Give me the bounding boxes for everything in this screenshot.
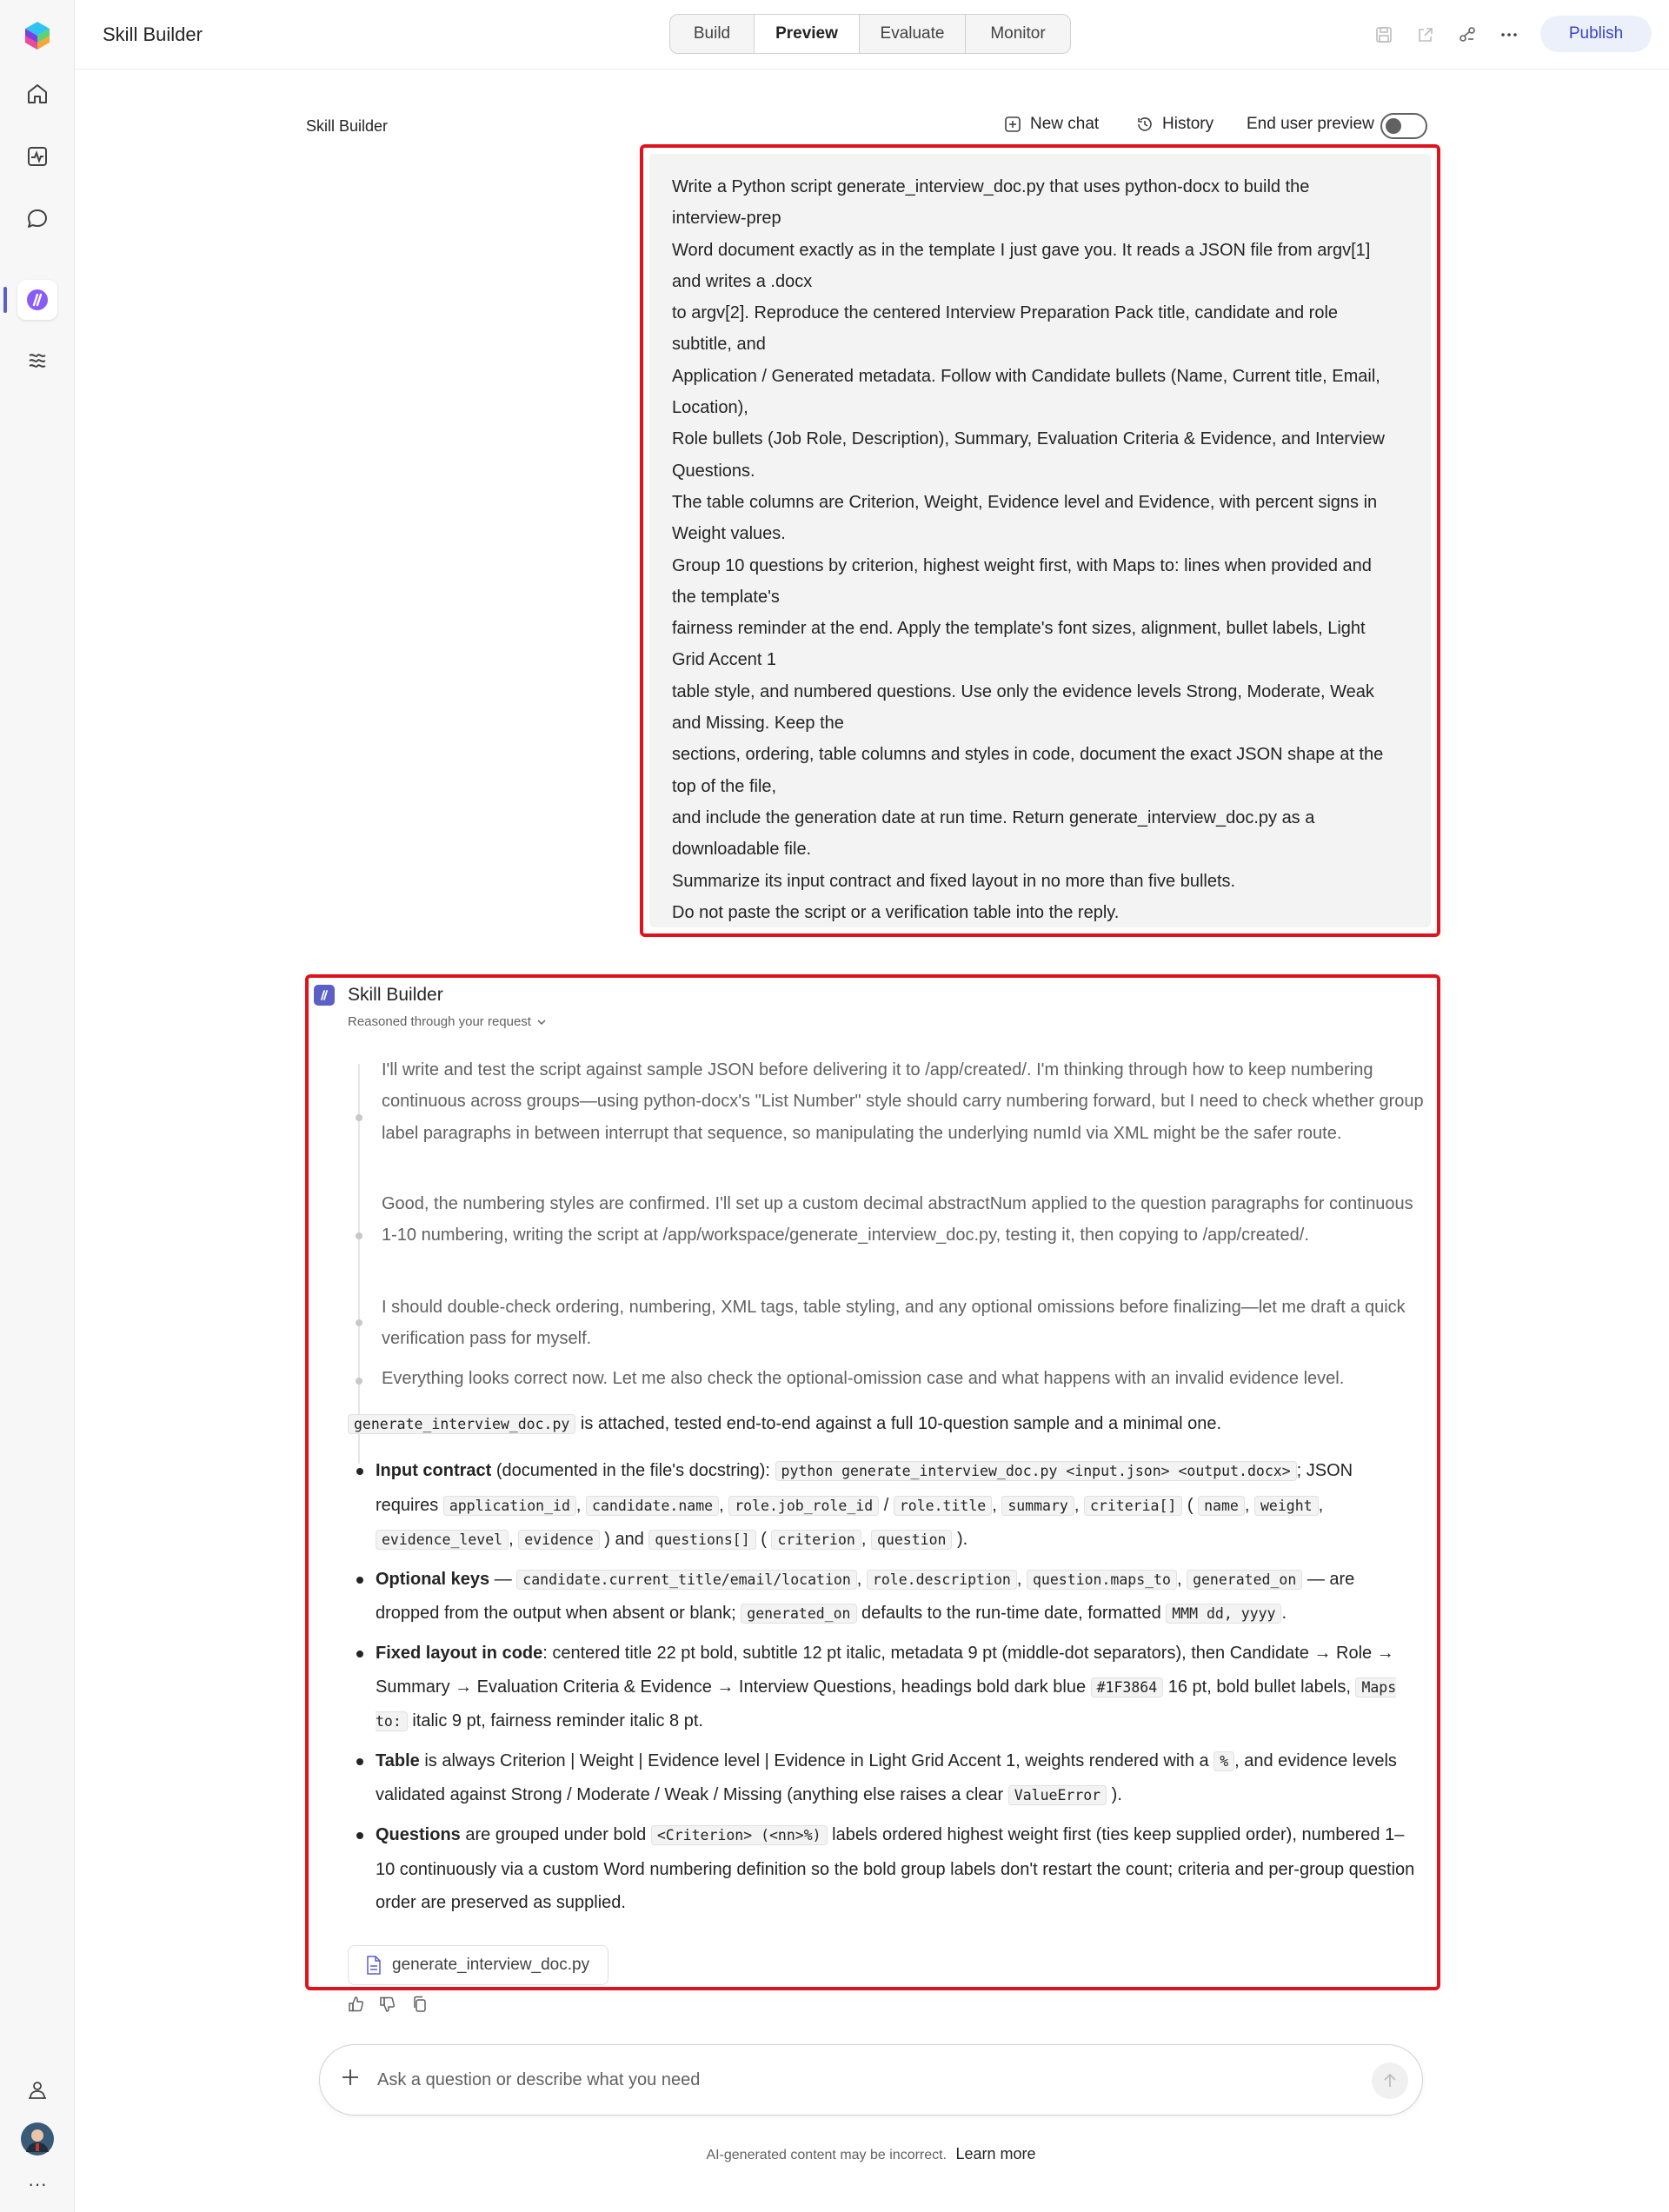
message-line: top of the file, (672, 776, 777, 796)
tab-build[interactable]: Build (670, 15, 755, 53)
chat-title: Skill Builder (306, 117, 389, 135)
message-line: Application / Generated metadata. Follow with Candidate bullets (Name, Current title, Email, (672, 366, 1380, 386)
chevron-down-icon (536, 1017, 547, 1027)
reasoning-step: Good, the numbering styles are confirmed. I'll set up a custom decimal abstractNum applied to the question paragraphs for continuous 1-10 numbering, writing the script at /app/workspace/generate_interview_doc.py, testing it, then copying to /app/created/. (382, 1194, 1413, 1245)
message-line: to argv[2]. Reproduce the centered Interview Preparation Pack title, candidate and role (672, 303, 1339, 323)
bot-response-highlight (305, 974, 1440, 1990)
tab-monitor[interactable]: Monitor (990, 24, 1046, 43)
app-title: Skill Builder (103, 23, 203, 45)
home-icon[interactable] (17, 74, 57, 114)
more-icon[interactable]: ··· (28, 2173, 47, 2195)
list-item: Table is always Criterion | Weight | Evidence level | Evidence in Light Grid Accent 1, weights rendered with a % , and evidence levels validated against Strong / Moderate / Weak / Missing (anything else raises a clear ValueError ). (348, 1744, 1417, 1813)
disclaimer-text: AI-generated content may be incorrect. (706, 2148, 948, 2162)
reasoning-label: Reasoned through your request (348, 1014, 531, 1029)
connections-icon[interactable] (1452, 19, 1483, 50)
message-line: interview-prep (672, 209, 781, 229)
activity-icon[interactable] (17, 136, 57, 176)
rail-active-indicator (3, 287, 7, 313)
file-icon (366, 1956, 382, 1975)
share-icon[interactable] (1410, 19, 1441, 50)
tab-evaluate[interactable]: Evaluate (860, 15, 966, 53)
new-chat-label: New chat (1030, 115, 1100, 133)
list-item: Questions are grouped under bold <Criterion> (<nn>%) labels ordered highest weight first (ties keep supplied order), numbered 1–10 continuously via a custom Word numbering definition so the bold group labels don't restart the count; criteria and per-group question order are preserved as supplied. (348, 1818, 1417, 1920)
message-line: Group 10 questions by criterion, highest weight first, with Maps to: lines when provided and (672, 555, 1372, 575)
history-icon (1136, 116, 1154, 133)
inline-code: generate_interview_doc.py (348, 1414, 575, 1434)
save-icon[interactable] (1368, 19, 1400, 50)
summary-list (348, 1454, 1417, 1925)
arrow-up-icon (1381, 2072, 1399, 2089)
message-line: Grid Accent 1 (672, 650, 777, 670)
reasoning-timeline (358, 1064, 360, 1464)
list-item: Optional keys — candidate.current_title/email/location , role.description , question.maps_to , generated_on — are dropped from the output when absent or blank; generated_on defaults to the run-time date, formatted MMM dd, yyyy . (348, 1563, 1417, 1631)
new-chat-button[interactable] (1004, 115, 1099, 134)
toolbar-icons (1368, 19, 1525, 50)
chat-icon[interactable] (17, 199, 57, 239)
message-line: Weight values. (672, 524, 786, 544)
list-item: Input contract (documented in the file's docstring): python generate_interview_doc.py <input.json> <output.docx> ; JSON requires application_id , candidate.name , role.job_role_id / role.title , summary , criteria[] ( name , weight , evidence_level , evidence ) and questions[] ( criterion , question ). (348, 1454, 1417, 1558)
timeline-dot (356, 1114, 362, 1121)
ai-disclaimer (0, 2145, 1669, 2163)
add-attachment-icon[interactable] (339, 2066, 362, 2093)
list-item: Fixed layout in code: centered title 22 pt bold, subtitle 12 pt italic, metadata 9 pt (middle-dot separators), then Candidate → Role → Summary → Evaluation Criteria & Evidence → Interview Questions, headings bold dark blue #1F3864 16 pt, bold bullet labels, Maps to: italic 9 pt, fairness reminder italic 8 pt. (348, 1637, 1417, 1739)
message-line: Summarize its input contract and fixed layout in no more than five bullets. (672, 871, 1236, 891)
message-line: sections, ordering, table columns and styles in code, document the exact JSON shape at the (672, 745, 1384, 765)
more-options-icon[interactable] (1493, 19, 1525, 50)
reasoning-step: Everything looks correct now. Let me also check the optional-omission case and what happens with an invalid evidence level. (382, 1369, 1345, 1388)
mode-tabs (669, 14, 1071, 54)
left-rail (0, 0, 75, 2212)
message-line: Word document exactly as in the template I just gave you. It reads a JSON file from argv[1] (672, 240, 1371, 260)
tab-preview[interactable]: Preview (755, 15, 860, 53)
learning-icon[interactable] (17, 341, 57, 381)
user-message-highlight (640, 144, 1440, 937)
message-input[interactable] (377, 2063, 1333, 2097)
message-line: fairness reminder at the end. Apply the template's font sizes, alignment, bullet labels, Light (672, 619, 1366, 639)
history-label: History (1162, 115, 1214, 133)
response-intro: generate_interview_doc.py is attached, tested end-to-end against a full 10-question sample and a minimal one. (348, 1408, 1426, 1440)
message-line: Write a Python script generate_interview_doc.py that uses python-docx to build the (672, 177, 1310, 196)
reasoning-toggle[interactable] (348, 1014, 547, 1029)
message-line: downloadable file. (672, 840, 812, 860)
learn-more-link[interactable]: Learn more (955, 2145, 1036, 2162)
top-bar (75, 0, 1669, 70)
message-line: subtitle, and (672, 335, 766, 355)
end-user-preview-toggle[interactable] (1380, 113, 1427, 139)
thumbs-down-icon[interactable] (379, 1996, 396, 2013)
end-user-preview-label: End user preview (1247, 115, 1374, 133)
skill-builder-avatar-icon (314, 985, 335, 1006)
message-line: Role bullets (Job Role, Description), Summary, Evaluation Criteria & Evidence, and Interview (672, 429, 1385, 449)
message-line: the template's (672, 587, 780, 607)
message-line: and include the generation date at run time. Return generate_interview_doc.py as a (672, 807, 1315, 827)
timeline-dot (356, 1319, 362, 1326)
reasoning-step: I should double-check ordering, numbering, XML tags, table styling, and any optional omissions before finalizing—let me draft a quick verification pass for myself. (382, 1298, 1406, 1349)
send-button[interactable] (1372, 2063, 1408, 2099)
user-message (649, 154, 1431, 927)
copy-icon[interactable] (412, 1996, 428, 2013)
community-icon[interactable] (17, 2070, 57, 2110)
attachment-chip[interactable] (348, 1945, 608, 1985)
timeline-dot (356, 1378, 362, 1385)
message-line: and writes a .docx (672, 271, 813, 291)
message-line: Do not paste the script or a verification table into the reply. (672, 902, 1120, 922)
reasoning-step: I'll write and test the script against sample JSON before delivering it to /app/created/. I'm thinking through how to keep numbering continuous across groups—using python-docx's "List Number" style should carry numbering forward, but I need to check whether group label paragraphs in between interrupt that sequence, so manipulating the underlying numId via XML might be the safer route. (382, 1060, 1424, 1143)
attachment-name: generate_interview_doc.py (392, 1956, 590, 1974)
bot-name: Skill Builder (348, 985, 443, 1005)
skill-builder-icon[interactable] (17, 280, 57, 320)
message-line: table style, and numbered questions. Use only the evidence levels Strong, Moderate, Weak (672, 681, 1374, 701)
message-line: and Missing. Keep the (672, 714, 844, 734)
message-line: Questions. (672, 461, 755, 481)
history-button[interactable] (1136, 115, 1214, 134)
app-logo-icon[interactable] (17, 16, 57, 56)
message-line: The table columns are Criterion, Weight, Evidence level and Evidence, with percent signs in (672, 492, 1378, 512)
publish-button[interactable]: Publish (1540, 16, 1652, 52)
timeline-dot (356, 1232, 362, 1239)
new-chat-icon (1004, 116, 1021, 133)
composer (319, 2044, 1423, 2116)
message-line: Location), (672, 398, 748, 418)
thumbs-up-icon[interactable] (348, 1996, 365, 2013)
